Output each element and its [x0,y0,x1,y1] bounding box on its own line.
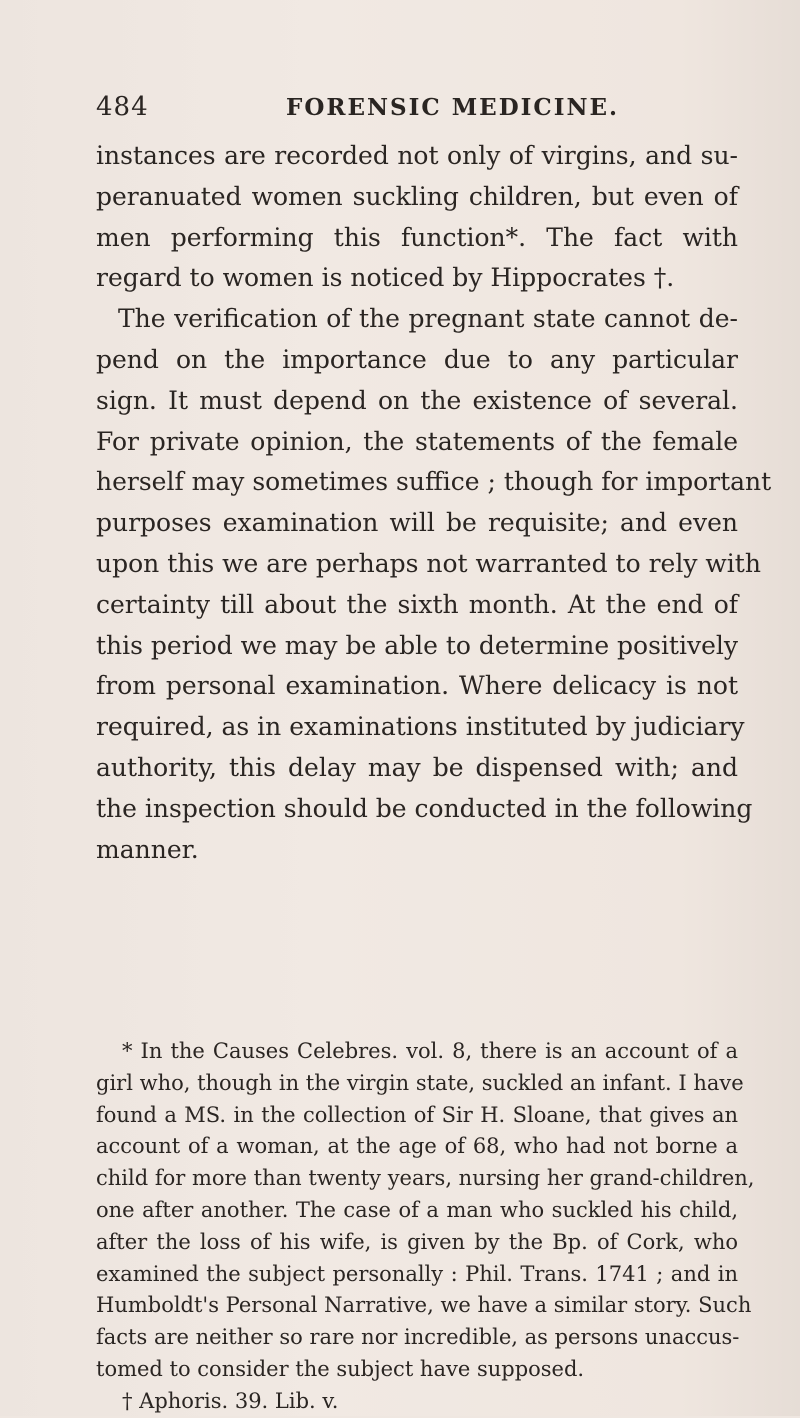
footnote-line: after the loss of his wife, is given by the Bp. of Cork, who [96,1229,738,1254]
footnote-line: tomed to consider the subject have supposed. [96,1356,585,1381]
body-line: herself may sometimes suffice ; though for important [96,467,772,497]
body-line: For private opinion, the statements of the female [96,426,738,456]
body-text [96,136,772,870]
body-line: instances are recorded not only of virgins, and su- [96,141,738,170]
body-line: upon this we are perhaps not warranted to rely with [96,548,761,578]
footnote-line: facts are neither so rare nor incredible, as persons unaccus- [96,1325,740,1350]
page-header [96,92,736,132]
body-line: required, as in examinations instituted by judiciary [96,712,745,742]
footnote-line: found a MS. in the collection of Sir H. Sloane, that gives an [96,1102,738,1127]
footnote-line: * In the Causes Celebres. vol. 8, there is an account of a [122,1039,738,1063]
footnote-line: one after another. The case of a man who suckled his child, [96,1197,738,1222]
body-line: manner. [96,834,199,864]
footnote-line: girl who, though in the virgin state, suckled an infant. I have [96,1070,744,1095]
body-line: The verification of the pregnant state cannot de- [118,304,738,334]
body-line: men performing this function*. The fact with [96,222,738,252]
body-line: sign. It must depend on the existence of several. [96,385,738,415]
body-line: certainty till about the sixth month. At the end of [96,589,738,619]
footnote-line: child for more than twenty years, nursing her grand-children, [96,1166,755,1191]
body-line: this period we may be able to determine positively [96,630,739,660]
page-number: 484 [96,92,149,122]
footnote-line: account of a woman, at the age of 68, who had not borne a [96,1134,738,1159]
running-head: FORENSIC MEDICINE. [286,94,620,121]
body-line: peranuated women suckling children, but even of [96,181,738,211]
footnotes [96,1036,755,1418]
body-line: the inspection should be conducted in the following [96,793,753,823]
footnote-line: examined the subject personally : Phil. Trans. 1741 ; and in [96,1261,738,1286]
body-line: pend on the importance due to any particular [96,344,738,374]
body-line: authority, this delay may be dispensed with; and [96,752,738,782]
body-line: regard to women is noticed by Hippocrates †. [96,263,675,293]
body-line: from personal examination. Where delicacy is not [96,671,738,701]
footnote-line: † Aphoris. 39. Lib. v. [122,1388,339,1413]
footnote-line: Humboldt's Personal Narrative, we have a similar story. Such [96,1293,752,1318]
body-line: purposes examination will be requisite; and even [96,508,738,538]
